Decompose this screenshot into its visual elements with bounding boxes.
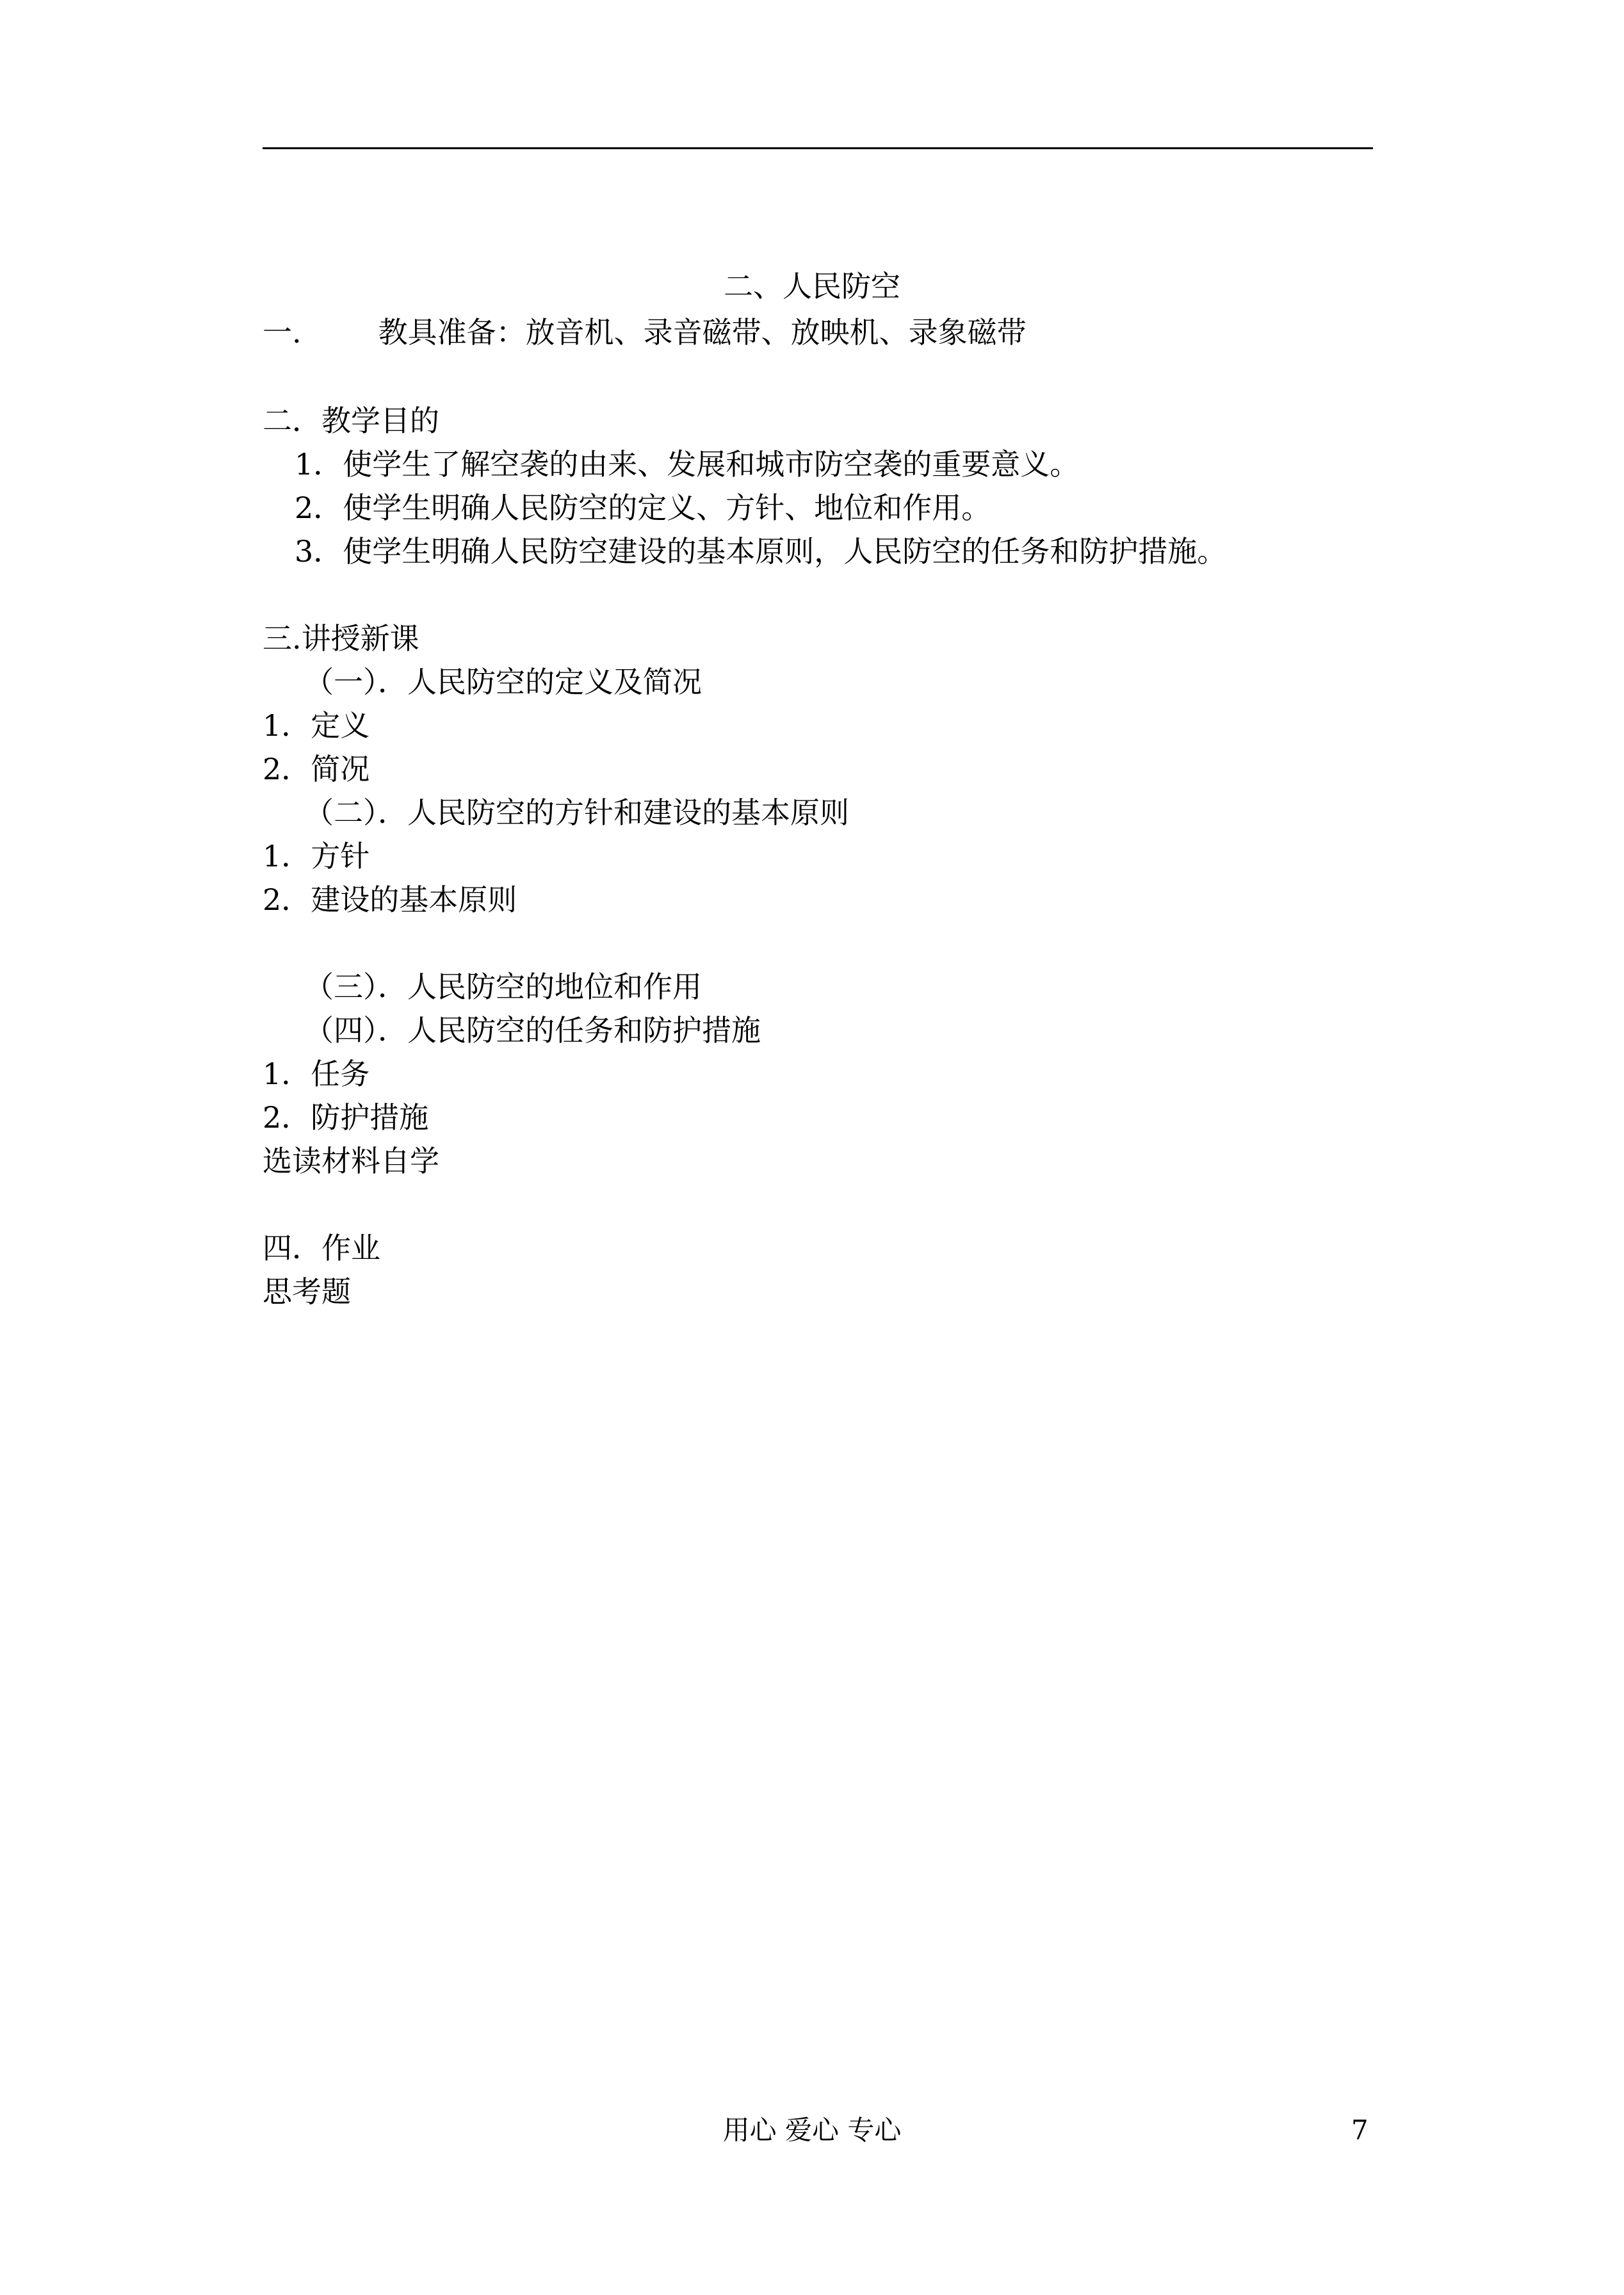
page-number: 7	[1351, 2114, 1368, 2146]
reading-note: 选读材料自学	[263, 1144, 439, 1178]
subsection-heading: （四）．人民防空的任务和防护措施	[304, 1013, 761, 1048]
list-item: 2．防护措施	[263, 1100, 429, 1135]
section2-heading: 二．教学目的	[263, 403, 439, 438]
objective-item: 3．使学生明确人民防空建设的基本原则，人民防空的任务和防护措施。	[295, 534, 1227, 569]
list-item: 1．方针	[263, 839, 370, 873]
list-item: 2．简况	[263, 752, 370, 786]
section1-text: 教具准备：放音机、录音磁带、放映机、录象磁带	[378, 315, 1027, 350]
objective-item: 2．使学生明确人民防空的定义、方针、地位和作用。	[295, 491, 991, 525]
section3-heading: 三.讲授新课	[263, 621, 419, 656]
section1-line	[263, 314, 1027, 351]
section4-text: 思考题	[263, 1274, 351, 1309]
subsection-heading: （一）．人民防空的定义及简况	[304, 665, 702, 699]
section1-number: 一.	[263, 315, 302, 350]
list-item: 1．定义	[263, 708, 370, 743]
objective-item: 1．使学生了解空袭的由来、发展和城市防空袭的重要意义。	[295, 447, 1080, 482]
section4-heading: 四．作业	[263, 1231, 380, 1265]
footer-text: 用心 爱心 专心	[722, 2114, 902, 2146]
subsection-heading: （三）．人民防空的地位和作用	[304, 969, 702, 1004]
header-rule	[263, 147, 1373, 149]
list-item: 2．建设的基本原则	[263, 882, 517, 917]
subsection-heading: （二）．人民防空的方针和建设的基本原则	[304, 795, 849, 830]
document-title: 二、人民防空	[724, 269, 900, 304]
list-item: 1．任务	[263, 1057, 370, 1091]
